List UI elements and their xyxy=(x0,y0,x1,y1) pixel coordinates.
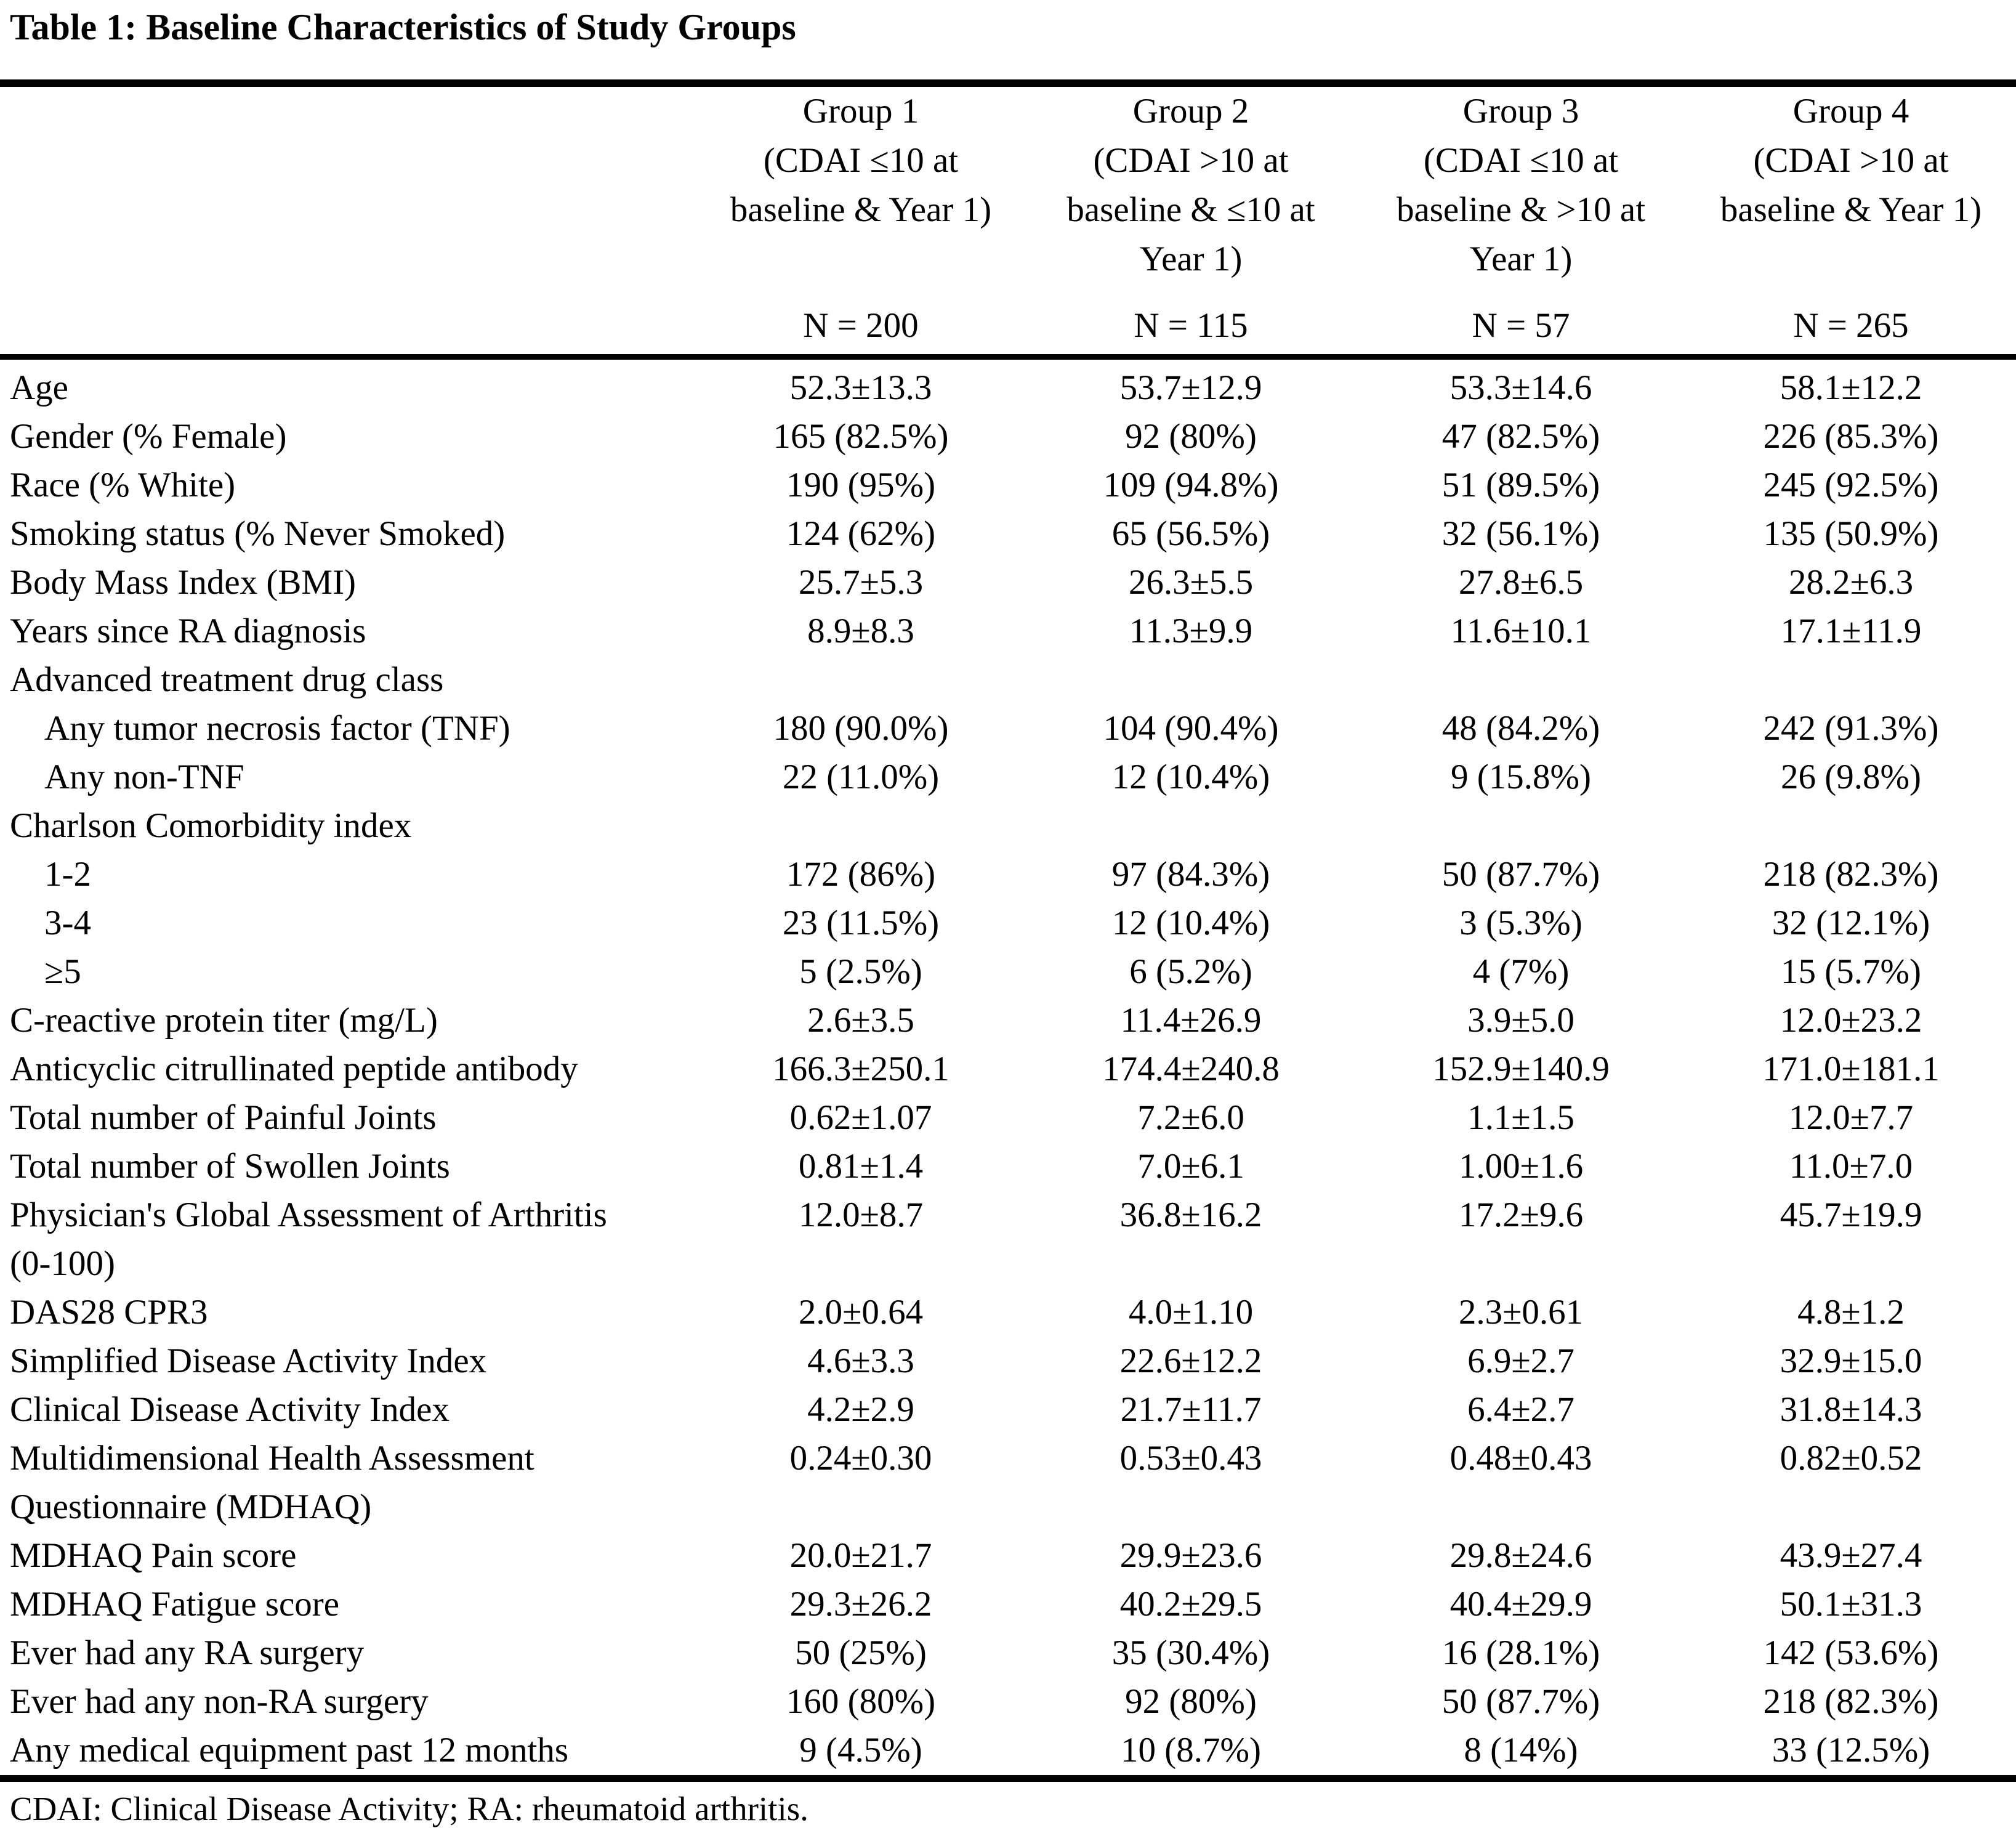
cell-value: 4.0±1.10 xyxy=(1128,1293,1254,1332)
cell-value: 2.6±3.5 xyxy=(807,1001,914,1040)
row-label-line: Anticyclic citrullinated peptide antibody xyxy=(10,1050,578,1088)
row-label-line: Years since RA diagnosis xyxy=(10,612,366,650)
cell-value: 65 (56.5%) xyxy=(1111,514,1270,553)
row-label xyxy=(0,801,696,850)
top-rule xyxy=(0,79,2016,87)
cell-value: 58.1±12.2 xyxy=(1780,368,1922,407)
cell-value: 226 (85.3%) xyxy=(1763,417,1939,456)
table-row xyxy=(0,947,2016,996)
cell-value: 3 (5.3%) xyxy=(1459,904,1583,942)
row-label xyxy=(0,412,696,461)
row-label xyxy=(0,1434,696,1531)
header-divider-rule xyxy=(0,354,2016,360)
row-label-line: Age xyxy=(10,368,68,407)
section-header-row xyxy=(0,655,2016,704)
group-name: Group 3 xyxy=(1462,92,1579,131)
cell-value: 165 (82.5%) xyxy=(773,417,949,456)
row-label xyxy=(0,753,696,801)
cell-value: 43.9±27.4 xyxy=(1780,1536,1922,1575)
cell-value: 50 (87.7%) xyxy=(1441,855,1600,894)
table-title: Table 1: Baseline Characteristics of Study Groups xyxy=(10,7,796,47)
cell-value: 11.6±10.1 xyxy=(1450,612,1592,650)
table-row xyxy=(0,1385,2016,1434)
row-label-line: C-reactive protein titer (mg/L) xyxy=(10,1001,438,1040)
group-header-cell xyxy=(1356,87,1686,352)
cell-value: 142 (53.6%) xyxy=(1763,1633,1939,1672)
cell-value: 50 (87.7%) xyxy=(1441,1682,1600,1721)
row-label-line: Physician's Global Assessment of Arthritis xyxy=(10,1196,607,1234)
cell-value: 40.2±29.5 xyxy=(1119,1585,1262,1624)
group-header-lines xyxy=(696,87,1026,235)
row-label-line: Any medical equipment past 12 months xyxy=(10,1731,569,1770)
group-n-count: N = 115 xyxy=(1134,306,1248,345)
table-row xyxy=(0,607,2016,655)
group-criteria-line: baseline & ≤10 at xyxy=(1066,190,1315,229)
cell-value: 12.0±23.2 xyxy=(1780,1001,1922,1040)
cell-value: 0.24±0.30 xyxy=(789,1439,932,1478)
cell-value: 5 (2.5%) xyxy=(799,952,922,991)
cell-value: 16 (28.1%) xyxy=(1441,1633,1600,1672)
footnote: CDAI: Clinical Disease Activity; RA: rheumatoid arthritis. xyxy=(10,1790,808,1827)
cell-value: 6.9±2.7 xyxy=(1467,1341,1574,1380)
row-label-line: Ever had any non-RA surgery xyxy=(10,1682,429,1721)
cell-value: 32.9±15.0 xyxy=(1780,1341,1922,1380)
row-label xyxy=(0,558,696,607)
row-label-line: Charlson Comorbidity index xyxy=(10,806,412,845)
group-n-count: N = 200 xyxy=(803,306,919,345)
row-label xyxy=(0,1142,696,1191)
table-row xyxy=(0,1434,2016,1531)
row-label-line: Simplified Disease Activity Index xyxy=(10,1341,487,1380)
cell-value: 32 (56.1%) xyxy=(1441,514,1600,553)
header-row xyxy=(0,87,2016,352)
group-criteria-line: Year 1) xyxy=(1139,240,1243,278)
row-label-line: Ever had any RA surgery xyxy=(10,1633,365,1672)
table-row xyxy=(0,461,2016,509)
table-row xyxy=(0,1191,2016,1288)
table-row xyxy=(0,558,2016,607)
cell-value: 47 (82.5%) xyxy=(1441,417,1600,456)
row-label xyxy=(0,1629,696,1677)
cell-value: 152.9±140.9 xyxy=(1432,1050,1610,1088)
row-label-line: Clinical Disease Activity Index xyxy=(10,1390,450,1429)
cell-value: 15 (5.7%) xyxy=(1781,952,1921,991)
group-n-count: N = 265 xyxy=(1793,306,1909,345)
cell-value: 218 (82.3%) xyxy=(1763,855,1939,894)
cell-value: 190 (95%) xyxy=(786,466,936,504)
table-row xyxy=(0,1677,2016,1726)
cell-value: 45.7±19.9 xyxy=(1780,1196,1922,1234)
row-label xyxy=(0,509,696,558)
cell-value: 6 (5.2%) xyxy=(1129,952,1252,991)
row-label xyxy=(0,363,696,412)
row-label xyxy=(0,850,696,899)
cell-value: 242 (91.3%) xyxy=(1763,709,1939,748)
cell-value: 25.7±5.3 xyxy=(798,563,924,602)
table-row xyxy=(0,1093,2016,1142)
cell-value: 1.00±1.6 xyxy=(1458,1147,1584,1186)
cell-value: 12.0±7.7 xyxy=(1788,1098,1914,1137)
row-label-line: Questionnaire (MDHAQ) xyxy=(10,1487,372,1526)
table-row xyxy=(0,1045,2016,1093)
group-criteria-line: Year 1) xyxy=(1469,240,1573,278)
cell-value: 160 (80%) xyxy=(786,1682,936,1721)
cell-value: 7.0±6.1 xyxy=(1137,1147,1244,1186)
cell-value: 53.3±14.6 xyxy=(1450,368,1592,407)
table-row xyxy=(0,509,2016,558)
row-label-line: MDHAQ Fatigue score xyxy=(10,1585,340,1624)
row-label-line: Multidimensional Health Assessment xyxy=(10,1439,534,1478)
cell-value: 245 (92.5%) xyxy=(1763,466,1939,504)
cell-value: 4 (7%) xyxy=(1472,952,1570,991)
cell-value: 32 (12.1%) xyxy=(1772,904,1930,942)
group-criteria-line: (CDAI >10 at xyxy=(1753,141,1949,180)
cell-value: 0.82±0.52 xyxy=(1780,1439,1922,1478)
table-row xyxy=(0,1629,2016,1677)
cell-value: 31.8±14.3 xyxy=(1780,1390,1922,1429)
table-row xyxy=(0,1531,2016,1580)
cell-value: 40.4±29.9 xyxy=(1450,1585,1592,1624)
group-name: Group 1 xyxy=(802,92,919,131)
cell-value: 11.3±9.9 xyxy=(1129,612,1253,650)
row-label xyxy=(0,947,696,996)
table-row xyxy=(0,996,2016,1045)
table-row xyxy=(0,1580,2016,1629)
cell-value: 26.3±5.5 xyxy=(1128,563,1254,602)
row-label xyxy=(0,1580,696,1629)
cell-value: 22.6±12.2 xyxy=(1119,1341,1262,1380)
row-label-line: Gender (% Female) xyxy=(10,417,287,456)
row-label xyxy=(0,899,696,947)
group-criteria-line: baseline & >10 at xyxy=(1396,190,1646,229)
cell-value: 135 (50.9%) xyxy=(1763,514,1939,553)
cell-value: 51 (89.5%) xyxy=(1441,466,1600,504)
row-label xyxy=(0,1093,696,1142)
header-label-spacer xyxy=(0,87,696,352)
row-label xyxy=(0,607,696,655)
table-row xyxy=(0,850,2016,899)
cell-value: 92 (80%) xyxy=(1125,1682,1257,1721)
group-criteria-line: (CDAI ≤10 at xyxy=(1423,141,1619,180)
cell-value: 97 (84.3%) xyxy=(1111,855,1270,894)
row-label-line: Race (% White) xyxy=(10,466,236,504)
table-row xyxy=(0,363,2016,412)
cell-value: 12 (10.4%) xyxy=(1111,758,1270,796)
cell-value: 17.1±11.9 xyxy=(1780,612,1922,650)
cell-value: 50 (25%) xyxy=(795,1633,927,1672)
cell-value: 2.0±0.64 xyxy=(798,1293,924,1332)
cell-value: 180 (90.0%) xyxy=(773,709,949,748)
row-label xyxy=(0,1677,696,1726)
table-row xyxy=(0,412,2016,461)
group-header-lines xyxy=(1686,87,2016,235)
cell-value: 53.7±12.9 xyxy=(1119,368,1262,407)
row-label-line: (0-100) xyxy=(10,1244,115,1283)
cell-value: 2.3±0.61 xyxy=(1458,1293,1584,1332)
row-label-line: Any non-TNF xyxy=(44,758,244,796)
row-label-line: Smoking status (% Never Smoked) xyxy=(10,514,506,553)
cell-value: 7.2±6.0 xyxy=(1137,1098,1244,1137)
row-label xyxy=(0,1191,696,1288)
group-header-lines xyxy=(1026,87,1356,284)
cell-value: 33 (12.5%) xyxy=(1772,1731,1930,1770)
cell-value: 8.9±8.3 xyxy=(807,612,914,650)
table-row xyxy=(0,1142,2016,1191)
cell-value: 0.48±0.43 xyxy=(1450,1439,1592,1478)
group-header-cell xyxy=(1686,87,2016,352)
cell-value: 9 (4.5%) xyxy=(799,1731,922,1770)
cell-value: 48 (84.2%) xyxy=(1441,709,1600,748)
cell-value: 29.9±23.6 xyxy=(1119,1536,1262,1575)
group-header-lines xyxy=(1356,87,1686,284)
group-header-cell xyxy=(696,87,1026,352)
cell-value: 9 (15.8%) xyxy=(1451,758,1591,796)
cell-value: 11.0±7.0 xyxy=(1789,1147,1913,1186)
row-label xyxy=(0,1337,696,1385)
cell-value: 109 (94.8%) xyxy=(1103,466,1279,504)
cell-value: 22 (11.0%) xyxy=(782,758,940,796)
table-row xyxy=(0,899,2016,947)
table-row xyxy=(0,1288,2016,1337)
row-label-line: 1-2 xyxy=(44,855,91,894)
row-label xyxy=(0,461,696,509)
cell-value: 29.8±24.6 xyxy=(1450,1536,1592,1575)
group-criteria-line: (CDAI >10 at xyxy=(1093,141,1289,180)
cell-value: 27.8±6.5 xyxy=(1458,563,1584,602)
cell-value: 0.81±1.4 xyxy=(798,1147,924,1186)
table-body xyxy=(0,363,2016,1774)
table-row xyxy=(0,704,2016,753)
cell-value: 23 (11.5%) xyxy=(782,904,940,942)
cell-value: 12 (10.4%) xyxy=(1111,904,1270,942)
row-label-line: Advanced treatment drug class xyxy=(10,660,444,699)
cell-value: 4.8±1.2 xyxy=(1797,1293,1905,1332)
row-label-line: MDHAQ Pain score xyxy=(10,1536,297,1575)
cell-value: 92 (80%) xyxy=(1125,417,1257,456)
cell-value: 6.4±2.7 xyxy=(1467,1390,1574,1429)
row-label xyxy=(0,704,696,753)
section-header-row xyxy=(0,801,2016,850)
cell-value: 171.0±181.1 xyxy=(1762,1050,1940,1088)
group-header-cell xyxy=(1026,87,1356,352)
cell-value: 17.2±9.6 xyxy=(1458,1196,1584,1234)
row-label-line: DAS28 CPR3 xyxy=(10,1293,208,1332)
cell-value: 10 (8.7%) xyxy=(1121,1731,1261,1770)
group-criteria-line: baseline & Year 1) xyxy=(1720,190,1982,229)
row-label xyxy=(0,1385,696,1434)
group-n-count: N = 57 xyxy=(1472,306,1570,345)
cell-value: 20.0±21.7 xyxy=(789,1536,932,1575)
table-row xyxy=(0,1726,2016,1774)
cell-value: 29.3±26.2 xyxy=(789,1585,932,1624)
group-criteria-line: baseline & Year 1) xyxy=(730,190,992,229)
group-name: Group 2 xyxy=(1132,92,1249,131)
row-label xyxy=(0,655,696,704)
cell-value: 124 (62%) xyxy=(786,514,936,553)
cell-value: 35 (30.4%) xyxy=(1111,1633,1270,1672)
cell-value: 218 (82.3%) xyxy=(1763,1682,1939,1721)
cell-value: 104 (90.4%) xyxy=(1103,709,1279,748)
row-label-line: Total number of Painful Joints xyxy=(10,1098,437,1137)
row-label xyxy=(0,1288,696,1337)
row-label-line: Total number of Swollen Joints xyxy=(10,1147,450,1186)
row-label-line: Body Mass Index (BMI) xyxy=(10,563,357,602)
cell-value: 28.2±6.3 xyxy=(1788,563,1914,602)
group-criteria-line: (CDAI ≤10 at xyxy=(763,141,959,180)
cell-value: 21.7±11.7 xyxy=(1120,1390,1262,1429)
cell-value: 174.4±240.8 xyxy=(1102,1050,1280,1088)
cell-value: 36.8±16.2 xyxy=(1119,1196,1262,1234)
cell-value: 52.3±13.3 xyxy=(789,368,932,407)
cell-value: 0.62±1.07 xyxy=(789,1098,932,1137)
cell-value: 166.3±250.1 xyxy=(772,1050,950,1088)
cell-value: 26 (9.8%) xyxy=(1781,758,1921,796)
cell-value: 12.0±8.7 xyxy=(798,1196,924,1234)
cell-value: 11.4±26.9 xyxy=(1120,1001,1262,1040)
table-row xyxy=(0,1337,2016,1385)
cell-value: 3.9±5.0 xyxy=(1467,1001,1574,1040)
cell-value: 4.6±3.3 xyxy=(807,1341,914,1380)
cell-value: 50.1±31.3 xyxy=(1780,1585,1922,1624)
bottom-rule xyxy=(0,1775,2016,1782)
cell-value: 8 (14%) xyxy=(1464,1731,1578,1770)
row-label xyxy=(0,1045,696,1093)
row-label-line: Any tumor necrosis factor (TNF) xyxy=(44,709,510,748)
row-label xyxy=(0,1726,696,1774)
group-name: Group 4 xyxy=(1792,92,1909,131)
cell-value: 0.53±0.43 xyxy=(1119,1439,1262,1478)
row-label-line: 3-4 xyxy=(44,904,91,942)
row-label xyxy=(0,1531,696,1580)
row-label xyxy=(0,996,696,1045)
cell-value: 1.1±1.5 xyxy=(1467,1098,1574,1137)
row-label-line: ≥5 xyxy=(44,952,81,991)
cell-value: 4.2±2.9 xyxy=(807,1390,914,1429)
cell-value: 172 (86%) xyxy=(786,855,936,894)
table-row xyxy=(0,753,2016,801)
